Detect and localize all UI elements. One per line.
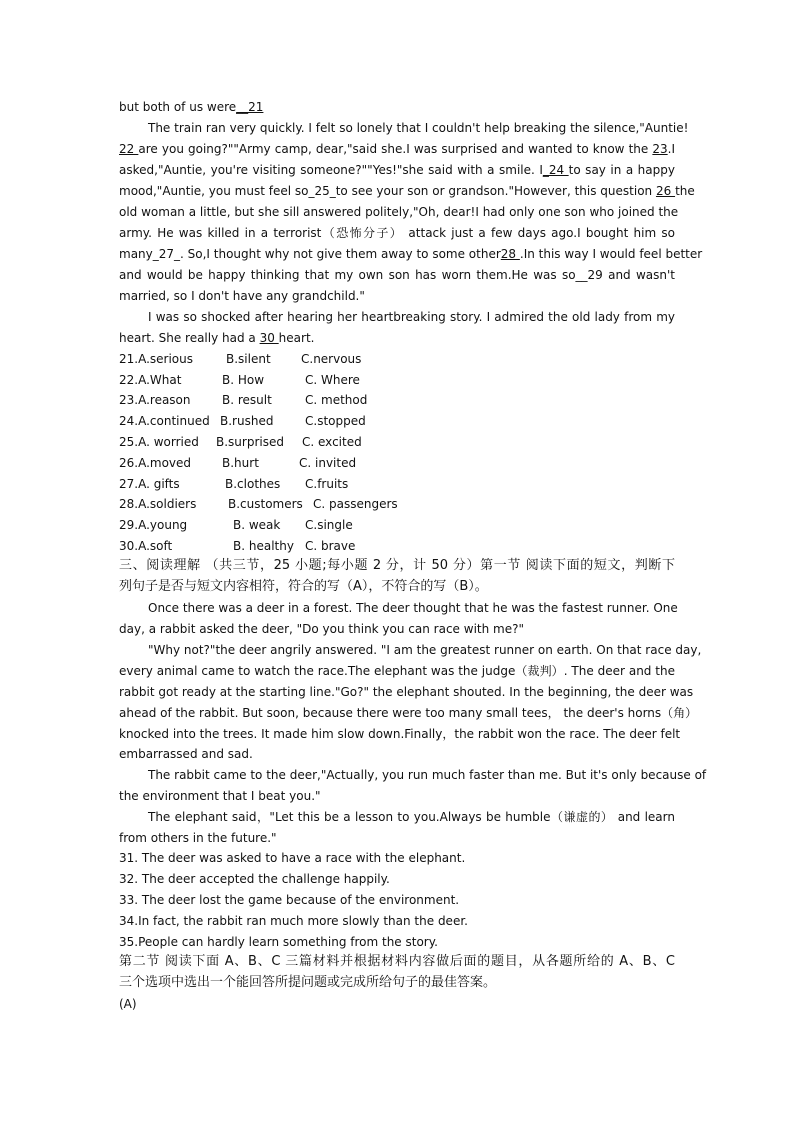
- passage-line: married, so I don't have any grandchild.": [119, 289, 365, 303]
- passage-line: The train ran very quickly. I felt so lonely that I couldn't help breaking the silence,"Auntie!: [148, 121, 689, 135]
- blank-23: 23: [652, 142, 668, 156]
- passage-line: army. He was killed in a terrorist（恐怖分子） attack just a few days ago.I bought him so: [119, 226, 675, 240]
- section-heading: 三、阅读理解 （共三节，25 小题;每小题 2 分，计 50 分）第一节 阅读下面的短文，判断下: [119, 558, 675, 573]
- section-heading: 列句子是否与短文内容相符，符合的写（A），不符合的写（B）。: [119, 579, 488, 594]
- option-row: 24.A.continued B.rushed C.stopped: [119, 414, 366, 428]
- passage-line: and would be happy thinking that my own son has worn them.He was so__29 and wasn't: [119, 268, 675, 282]
- option-row: 30.A.soft B. healthy C. brave: [119, 539, 356, 553]
- passage-label-a: (A): [119, 997, 137, 1011]
- story-line: Once there was a deer in a forest. The deer thought that he was the fastest runner. One: [148, 601, 678, 615]
- passage-line: heart. She really had a 30 heart.: [119, 331, 315, 345]
- blank-30: 30: [259, 331, 279, 345]
- blank-22: 22: [119, 142, 139, 156]
- story-line: the environment that I beat you.": [119, 789, 321, 803]
- section-heading: 第二节 阅读下面 A、B、C 三篇材料并根据材料内容做后面的题目，从各题所给的 A、B、C: [119, 954, 675, 969]
- passage-line: asked,"Auntie, you're visiting someone?""Yes!"she said with a smile. I_24 to say in a happy: [119, 163, 675, 177]
- question-31: 31. The deer was asked to have a race with the elephant.: [119, 851, 466, 865]
- story-line: knocked into the trees. It made him slow down.Finally，the rabbit won the race. The deer felt: [119, 727, 681, 741]
- story-line: The rabbit came to the deer,"Actually, you run much faster than me. But it's only because of: [148, 768, 707, 782]
- story-line: embarrassed and sad.: [119, 747, 253, 761]
- blank-24: _24: [542, 163, 569, 177]
- option-row: 26.A.moved B.hurt C. invited: [119, 456, 357, 470]
- option-row: 27.A. gifts B.clothes C.fruits: [119, 477, 349, 491]
- story-line: "Why not?"the deer angrily answered. "I am the greatest runner on earth. On that race day,: [148, 643, 702, 657]
- passage-line: I was so shocked after hearing her heartbreaking story. I admired the old lady from my: [148, 310, 675, 324]
- passage-line: 22 are you going?""Army camp, dear,"said she.I was surprised and wanted to know the 23.I: [119, 142, 676, 156]
- passage-line: old woman a little, but she sill answered politely,"Oh, dear!I had only one son who joined the: [119, 205, 679, 219]
- question-32: 32. The deer accepted the challenge happily.: [119, 872, 390, 886]
- option-row: 29.A.young B. weak C.single: [119, 518, 353, 532]
- question-34: 34.In fact, the rabbit ran much more slowly than the deer.: [119, 914, 468, 928]
- option-row: 23.A.reason B. result C. method: [119, 393, 368, 407]
- option-row: 28.A.soldiers B.customers C. passengers: [119, 497, 398, 511]
- option-row: 22.A.What B. How C. Where: [119, 373, 360, 387]
- story-line: The elephant said，"Let this be a lesson to you.Always be humble（谦虚的） and learn: [148, 810, 675, 824]
- passage-line: but both of us were__21: [119, 100, 264, 114]
- passage-line: many_27_. So,I thought why not give them away to some other28 .In this way I would feel better: [119, 247, 703, 261]
- story-line: every animal came to watch the race.The elephant was the judge（裁判）. The deer and the: [119, 664, 675, 678]
- section-heading: 三个选项中选出一个能回答所提问题或完成所给句子的最佳答案。: [119, 975, 497, 990]
- story-line: rabbit got ready at the starting line."Go?" the elephant shouted. In the beginning, the deer was: [119, 685, 694, 699]
- option-row: 21.A.serious B.silent C.nervous: [119, 352, 362, 366]
- story-line: day, a rabbit asked the deer, "Do you think you can race with me?": [119, 622, 524, 636]
- story-line: ahead of the rabbit. But soon, because there were too many small tees， the deer's horns（角）: [119, 706, 698, 720]
- question-33: 33. The deer lost the game because of the environment.: [119, 893, 460, 907]
- blank-26: 26: [655, 184, 676, 198]
- option-row: 25.A. worried B.surprised C. excited: [119, 435, 362, 449]
- blank-28: 28: [500, 247, 520, 261]
- story-line: from others in the future.": [119, 831, 277, 845]
- question-35: 35.People can hardly learn something from the story.: [119, 935, 438, 949]
- passage-line: mood,"Auntie, you must feel so_25_to see your son or grandson."However, this question 26 the: [119, 184, 695, 198]
